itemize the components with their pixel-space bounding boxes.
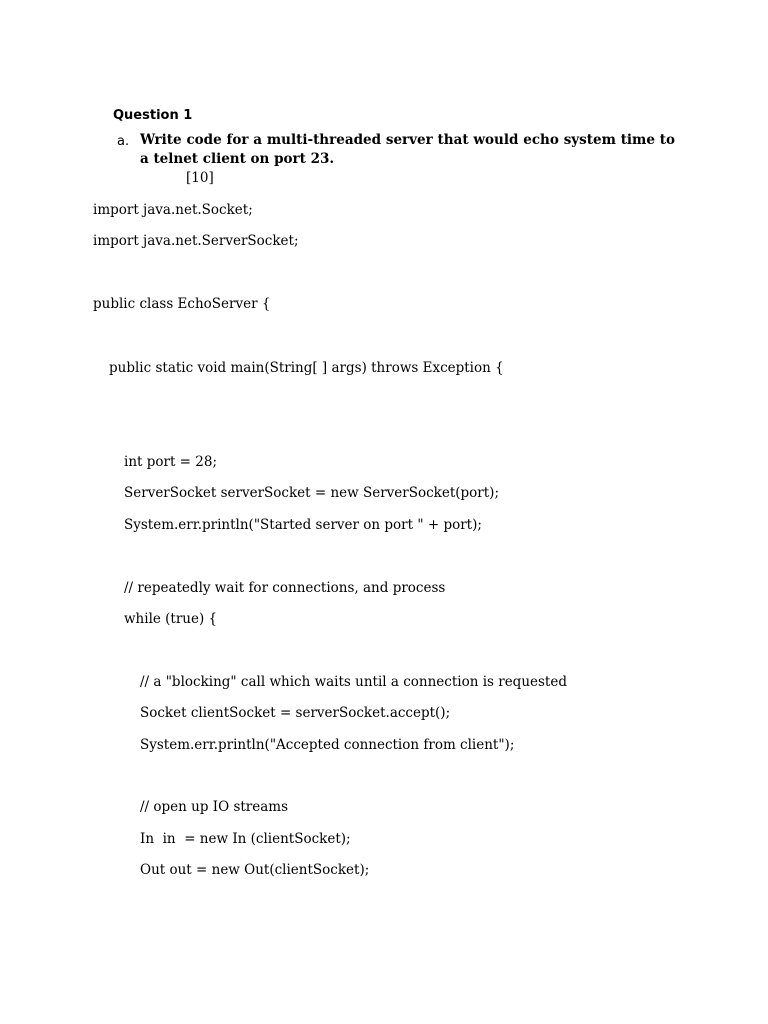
code-line-import-serversocket: import java.net.ServerSocket;: [93, 233, 299, 249]
code-line-accept: Socket clientSocket = serverSocket.accept();: [140, 705, 451, 721]
code-line-comment-io: // open up IO streams: [140, 799, 289, 815]
code-line-main-method: public static void main(String[ ] args) throws Exception {: [109, 360, 504, 376]
code-line-accepted-print: System.err.println("Accepted connection from client");: [140, 737, 515, 753]
code-line-in-stream: In in = new In (clientSocket);: [140, 831, 351, 847]
code-line-server-socket: ServerSocket serverSocket = new ServerSocket(port);: [124, 485, 500, 501]
code-line-started-print: System.err.println("Started server on port " + port);: [124, 517, 482, 533]
list-item-marker: a.: [117, 134, 130, 149]
code-line-import-socket: import java.net.Socket;: [93, 202, 253, 218]
code-line-while: while (true) {: [124, 611, 218, 627]
question-heading: Question 1: [113, 108, 193, 123]
code-line-out-stream: Out out = new Out(clientSocket);: [140, 862, 370, 878]
marks-label: [10]: [186, 170, 214, 186]
question-text: Write code for a multi-threaded server that would echo system time to a telnet client on port 23.: [140, 132, 675, 167]
code-line-class-declaration: public class EchoServer {: [93, 296, 271, 312]
code-line-comment-wait: // repeatedly wait for connections, and process: [124, 580, 446, 596]
code-line-port: int port = 28;: [124, 454, 217, 470]
code-line-comment-blocking: // a "blocking" call which waits until a connection is requested: [140, 674, 567, 690]
